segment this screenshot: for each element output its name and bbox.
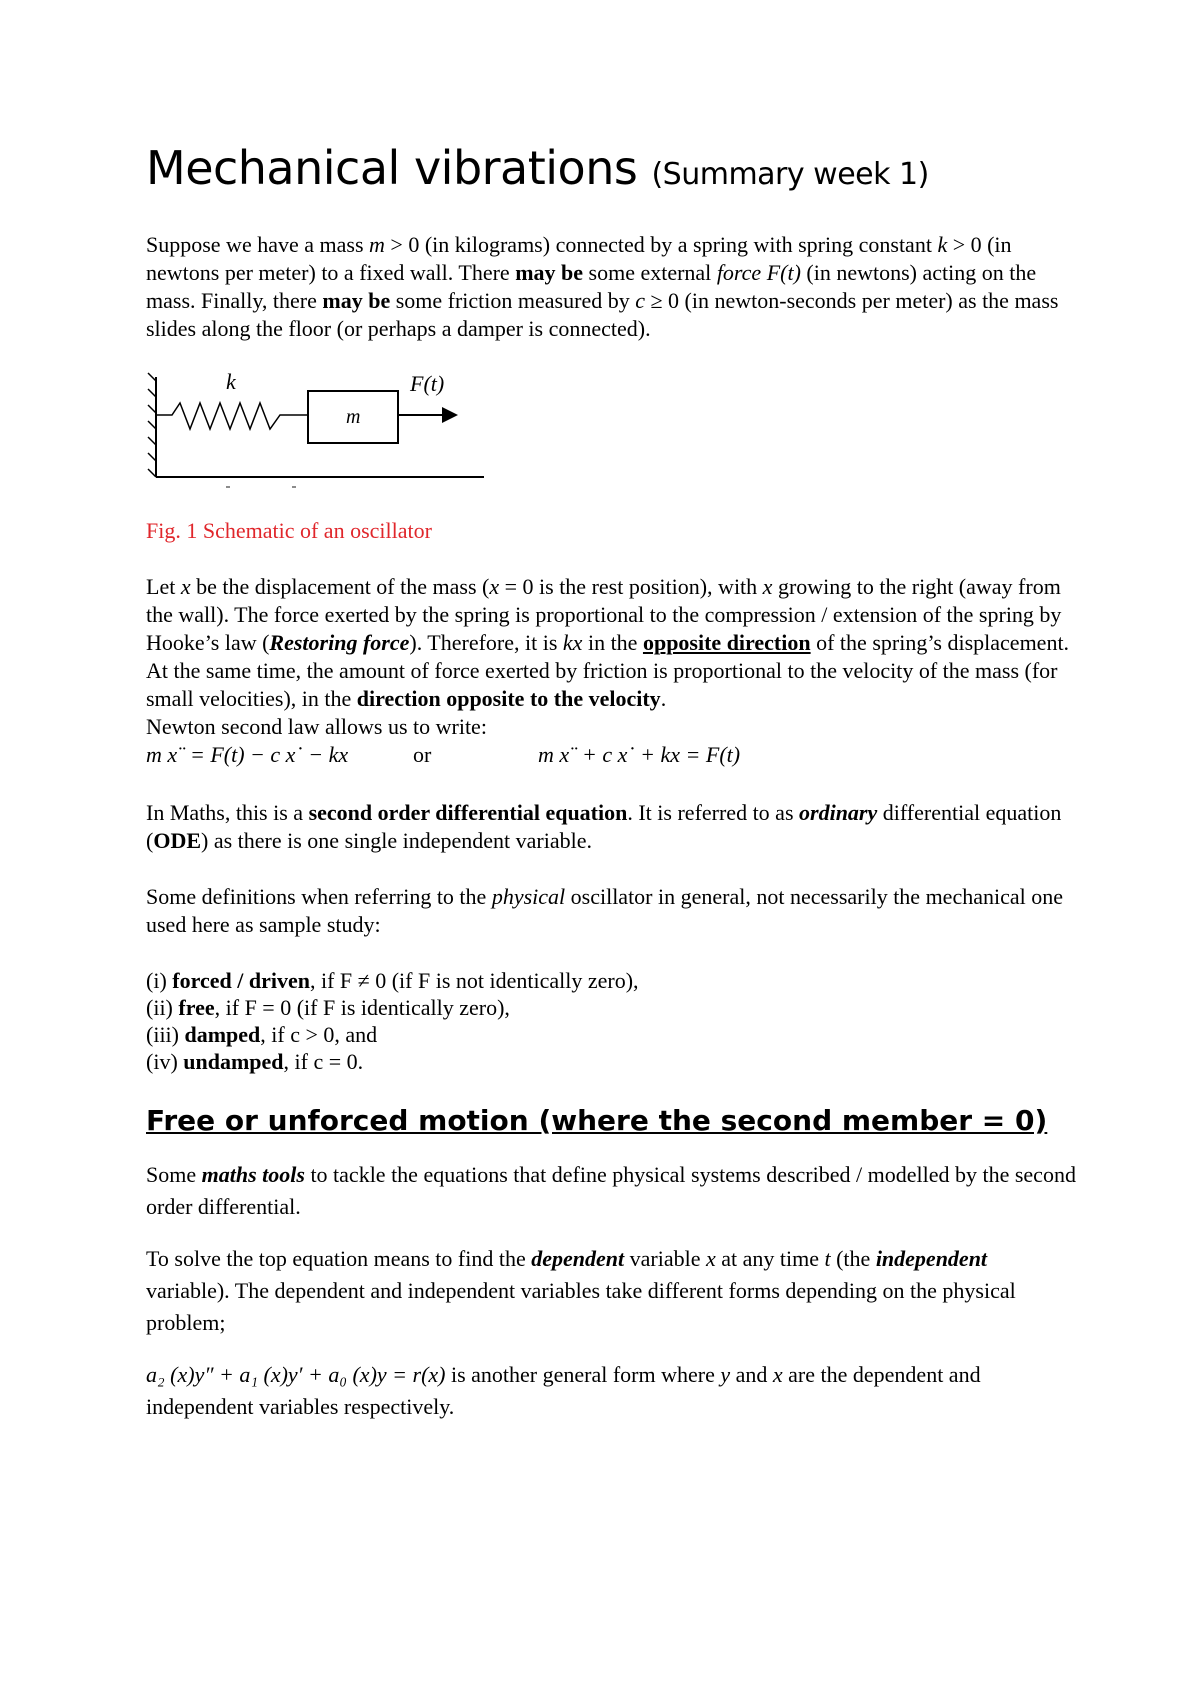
wall-hatching xyxy=(148,373,156,477)
equation-or: or xyxy=(413,742,432,767)
list-item: (i) forced / driven, if F ≠ 0 (if F is not identically zero), xyxy=(146,968,639,993)
intro-paragraph: Suppose we have a mass m > 0 (in kilograms) connected by a spring with spring constant k > 0 (in newtons per meter) to a fixed wall. There may be some external force F(t) (in newtons) acting on the mass. Finally, there may be some friction measured by c ≥ 0 (in newton-seconds per meter) as the mass slides along the floor (or perhaps a damper is connected). xyxy=(146,232,1059,341)
figure-caption: Fig. 1 Schematic of an oscillator xyxy=(146,518,432,543)
oscillator-diagram xyxy=(146,367,506,491)
title-main: Mechanical vibrations xyxy=(146,141,638,195)
newton-paragraph: Newton second law allows us to write: xyxy=(146,714,487,739)
oscillator-figure xyxy=(146,367,506,491)
displacement-paragraph: Let x be the displacement of the mass (x = 0 is the rest position), with x growing to the right (away from the wall). The force exerted by the spring is proportional to the compression / extension of the spring by Hooke’s law (Restoring force). Therefore, it is kx in the opposite direction of the spring’s displacement. xyxy=(146,574,1070,655)
equation-left: m x¨ = F(t) − c x˙ − kx xyxy=(146,742,349,767)
solve-paragraph: To solve the top equation means to find the dependent variable x at any time t (the independent variable). The dependent and independent variables take different forms depending on the physical problem; xyxy=(146,1246,1016,1335)
definitions-list xyxy=(146,967,1076,1075)
mass-label: m xyxy=(346,406,361,428)
force-arrow-head xyxy=(442,407,458,423)
list-item: (iii) damped, if c > 0, and xyxy=(146,1022,378,1047)
equation-right: m x¨ + c x˙ + kx = F(t) xyxy=(538,742,741,767)
ode-paragraph: In Maths, this is a second order differential equation. It is referred to as ordinary differential equation (ODE) as there is one single independent variable. xyxy=(146,800,1062,853)
tools-paragraph: Some maths tools to tackle the equations that define physical systems described / modelled by the second order differential. xyxy=(146,1162,1076,1219)
equation-line xyxy=(146,741,1076,771)
definitions-intro: Some definitions when referring to the physical oscillator in general, not necessarily the mechanical one used here as sample study: xyxy=(146,884,1063,937)
title-subtitle: (Summary week 1) xyxy=(651,157,929,192)
friction-paragraph: At the same time, the amount of force exerted by friction is proportional to the velocity of the mass (for small velocities), in the direction opposite to the velocity. xyxy=(146,658,1058,711)
spring-label: k xyxy=(226,369,236,394)
document-body xyxy=(146,140,1076,1423)
spring-zigzag xyxy=(156,403,308,429)
list-item: (iv) undamped, if c = 0. xyxy=(146,1049,364,1074)
general-form-paragraph: a₂ (x)y″ + a₁ (x)y′ + a₀ (x)y = r(x) is another general form where y and x are the dependent and independent variables respectively. xyxy=(146,1362,981,1419)
page-title xyxy=(146,140,1076,203)
list-item: (ii) free, if F = 0 (if F is identically zero), xyxy=(146,995,510,1020)
force-label: F(t) xyxy=(410,371,445,396)
section-heading: Free or unforced motion (where the second member = 0) xyxy=(146,1104,1048,1137)
